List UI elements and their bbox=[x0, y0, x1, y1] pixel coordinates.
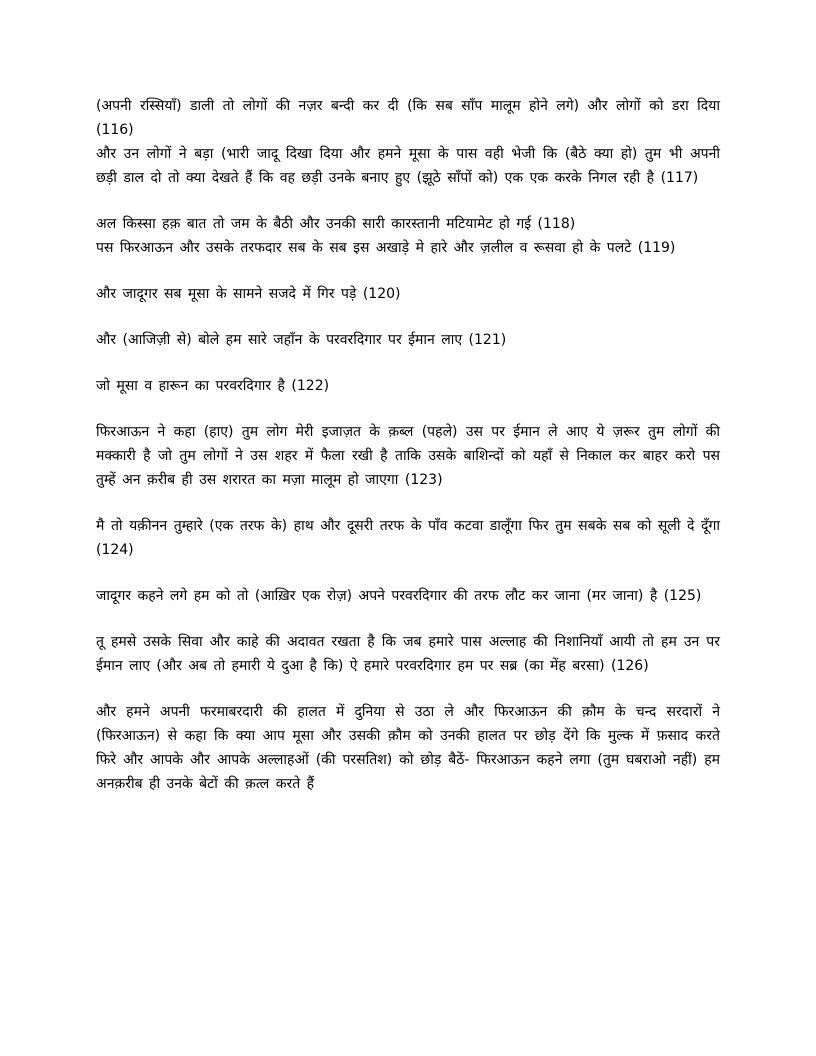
paragraph-116-117 bbox=[96, 94, 720, 190]
paragraph-126 bbox=[96, 630, 720, 678]
paragraph-122 bbox=[96, 374, 720, 398]
paragraph-118-119 bbox=[96, 212, 720, 260]
verse-123: फिरआऊन ने कहा (हाए) तुम लोग मेरी इजाज़त के क़ब्ल (पहले) उस पर ईमान ले आए ये ज़रूर तुम लोगों की मक्कारी है जो तुम लोगों ने उस शहर में फैला रखी है ताकि उसके बाशिन्दों को यहाँ से निकाल कर बाहर करो पस तुम्हें अन क़रीब ही उस शरारत का मज़ा मालूम हो जाएगा (123) bbox=[96, 424, 720, 488]
paragraph-125 bbox=[96, 584, 720, 608]
paragraph-123 bbox=[96, 420, 720, 492]
verse-126: तू हमसे उसके सिवा और काहे की अदावत रखता है कि जब हमारे पास अल्लाह की निशानियाँ आयी तो हम उन पर ईमान लाए (और अब तो हमारी ये दुआ है कि) ऐ हमारे परवरदिगार हम पर सब्र (का मेंह बरसा) (126) bbox=[96, 634, 720, 674]
verse-120: और जादूगर सब मूसा के सामने सजदे में गिर पड़े (120) bbox=[96, 286, 401, 302]
verse-125: जादूगर कहने लगे हम को तो (आख़िर एक रोज़) अपने परवरदिगार की तरफ लौट कर जाना (मर जाना) है (125) bbox=[96, 588, 702, 604]
verse-122: जो मूसा व हारून का परवरदिगार है (122) bbox=[96, 378, 330, 394]
verse-127: और हमने अपनी फरमाबरदारी की हालत में दुनिया से उठा ले और फिरआऊन की क़ौम के चन्द सरदारों ने (फिरआऊन) से कहा कि क्या आप मूसा और उसकी क़ौम को उनकी हालत पर छोड़ देंगे कि मुल्क में फ़साद करते फिरे और आपके और आपके अल्लाहओं (की परसतिश) को छोड़ बैठें- फिरआऊन कहने लगा (तुम घबराओ नहीं) हम अनक़रीब ही उनके बेटों की क़त्ल करते हैं bbox=[96, 704, 720, 792]
verse-118: अल किस्सा हक़ बात तो जम के बैठी और उनकी सारी कारस्तानी मटियामेट हो गई (118) bbox=[96, 216, 576, 232]
document-page bbox=[96, 94, 720, 796]
verse-119: पस फिरआऊन और उसके तरफदार सब के सब इस अखाड़े मे हारे और ज़लील व रूसवा हो के पलटे (119) bbox=[96, 240, 676, 256]
paragraph-127 bbox=[96, 700, 720, 796]
paragraph-121 bbox=[96, 328, 720, 352]
paragraph-120 bbox=[96, 282, 720, 306]
verse-124: मै तो यक़ीनन तुम्हारे (एक तरफ के) हाथ और दूसरी तरफ के पाँव कटवा डालूँगा फिर तुम सबके सब को सूली दे दूँगा (124) bbox=[96, 518, 720, 558]
verse-117: और उन लोगों ने बड़ा (भारी जादू दिखा दिया और हमने मूसा के पास वही भेजी कि (बैठे क्या हो) तुम भी अपनी छड़ी डाल दो तो क्या देखते हैं कि वह छड़ी उनके बनाए हुए (झूठे साँपों को) एक एक करके निगल रही है (117) bbox=[96, 146, 720, 186]
paragraph-124 bbox=[96, 514, 720, 562]
verse-116: (अपनी रस्सियाँ) डाली तो लोगों की नज़र बन्दी कर दी (कि सब साँप मालूम होने लगे) और लोगों को डरा दिया (116) bbox=[96, 98, 720, 138]
verse-121: और (आजिज़ी से) बोले हम सारे जहाँन के परवरदिगार पर ईमान लाए (121) bbox=[96, 332, 507, 348]
